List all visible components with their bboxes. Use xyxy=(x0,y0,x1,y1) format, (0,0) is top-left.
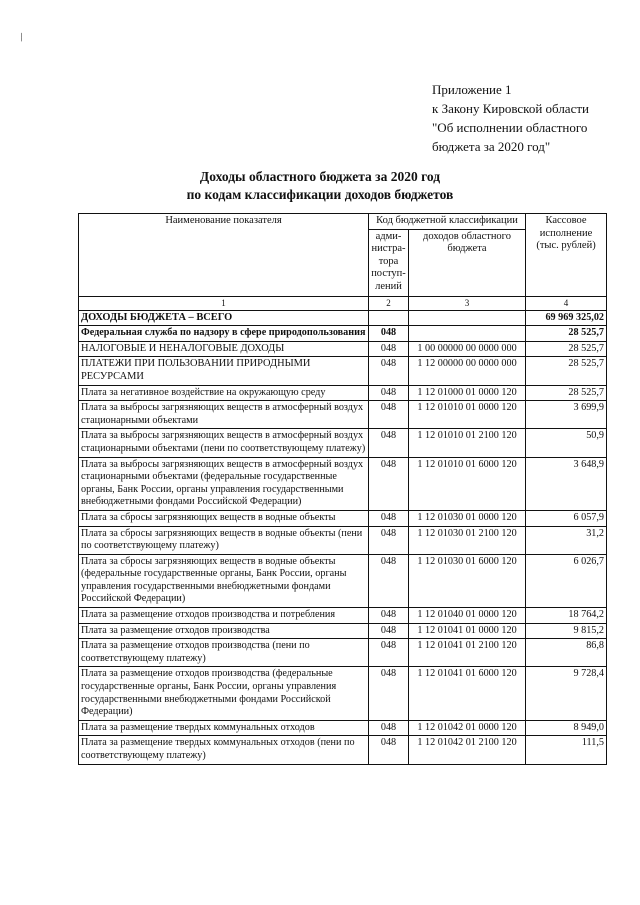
annex-note xyxy=(432,80,589,156)
row-name: Плата за размещение твердых коммунальных отходов (пени по соответствующему платежу) xyxy=(79,736,369,764)
row-name: Плата за негативное воздействие на окружающую среду xyxy=(79,385,369,401)
row-admin-code: 048 xyxy=(369,623,409,639)
row-name: Плата за размещение отходов производства (федеральные государственные органы, Банк России, органы управления государственными внебюджетными фондами Российской Федерации) xyxy=(79,667,369,720)
header-name: Наименование показателя xyxy=(79,214,369,297)
column-number-row xyxy=(79,296,607,310)
annex-line-1: Приложение 1 xyxy=(432,82,512,97)
row-admin-code: 048 xyxy=(369,510,409,526)
row-name: Плата за выбросы загрязняющих веществ в атмосферный воздух стационарными объектами xyxy=(79,401,369,429)
row-income-code: 1 12 01030 01 0000 120 xyxy=(409,510,526,526)
column-number: 2 xyxy=(369,296,409,310)
row-income-code: 1 12 01041 01 6000 120 xyxy=(409,667,526,720)
scan-mark: / xyxy=(17,29,26,45)
row-income-code: 1 12 01040 01 0000 120 xyxy=(409,608,526,624)
header-amount: Кассовое исполнение (тыс. рублей) xyxy=(526,214,607,297)
row-name: ПЛАТЕЖИ ПРИ ПОЛЬЗОВАНИИ ПРИРОДНЫМИ РЕСУРСАМИ xyxy=(79,357,369,385)
row-admin-code xyxy=(369,310,409,326)
row-income-code xyxy=(409,326,526,342)
table-row xyxy=(79,720,607,736)
row-amount: 6 057,9 xyxy=(526,510,607,526)
row-amount: 28 525,7 xyxy=(526,357,607,385)
table-row-total xyxy=(79,310,607,326)
row-name: Федеральная служба по надзору в сфере природопользования xyxy=(79,326,369,342)
row-amount: 8 949,0 xyxy=(526,720,607,736)
table-row xyxy=(79,667,607,720)
row-name: Плата за выбросы загрязняющих веществ в атмосферный воздух стационарными объектами (федеральные государственные органы, Банк России, органы управления государственными внебюджетными фондами Российской Федерации) xyxy=(79,457,369,510)
row-amount: 3 699,9 xyxy=(526,401,607,429)
row-admin-code: 048 xyxy=(369,401,409,429)
row-amount: 9 815,2 xyxy=(526,623,607,639)
row-amount: 9 728,4 xyxy=(526,667,607,720)
table-row xyxy=(79,429,607,457)
header-admin: адми-нистра-тора поступ-лений xyxy=(369,229,409,296)
row-name: Плата за размещение отходов производства и потребления xyxy=(79,608,369,624)
row-admin-code: 048 xyxy=(369,526,409,554)
table-row xyxy=(79,341,607,357)
title-line-1: Доходы областного бюджета за 2020 год xyxy=(199,169,441,184)
row-admin-code: 048 xyxy=(369,357,409,385)
row-admin-code: 048 xyxy=(369,326,409,342)
table-row xyxy=(79,554,607,607)
row-amount: 86,8 xyxy=(526,639,607,667)
row-income-code: 1 12 01041 01 0000 120 xyxy=(409,623,526,639)
header-income: доходов областного бюджета xyxy=(409,229,526,296)
table-row xyxy=(79,357,607,385)
row-amount: 31,2 xyxy=(526,526,607,554)
table-row xyxy=(79,326,607,342)
row-name: Плата за размещение твердых коммунальных отходов xyxy=(79,720,369,736)
document-title xyxy=(0,168,640,204)
row-admin-code: 048 xyxy=(369,554,409,607)
row-income-code: 1 12 00000 00 0000 000 xyxy=(409,357,526,385)
row-name: Плата за сбросы загрязняющих веществ в водные объекты xyxy=(79,510,369,526)
table-row xyxy=(79,623,607,639)
row-income-code: 1 12 01041 01 2100 120 xyxy=(409,639,526,667)
row-admin-code: 048 xyxy=(369,720,409,736)
row-amount: 18 764,2 xyxy=(526,608,607,624)
column-number: 1 xyxy=(79,296,369,310)
row-income-code: 1 12 01030 01 6000 120 xyxy=(409,554,526,607)
row-income-code: 1 00 00000 00 0000 000 xyxy=(409,341,526,357)
table-row xyxy=(79,526,607,554)
row-admin-code: 048 xyxy=(369,608,409,624)
row-admin-code: 048 xyxy=(369,341,409,357)
row-income-code: 1 12 01042 01 0000 120 xyxy=(409,720,526,736)
table-row xyxy=(79,639,607,667)
income-table xyxy=(78,213,607,765)
row-amount: 50,9 xyxy=(526,429,607,457)
column-number: 3 xyxy=(409,296,526,310)
row-income-code xyxy=(409,310,526,326)
row-income-code: 1 12 01000 01 0000 120 xyxy=(409,385,526,401)
row-income-code: 1 12 01030 01 2100 120 xyxy=(409,526,526,554)
table-row xyxy=(79,457,607,510)
table-row xyxy=(79,385,607,401)
column-number: 4 xyxy=(526,296,607,310)
row-amount: 111,5 xyxy=(526,736,607,764)
row-name: НАЛОГОВЫЕ И НЕНАЛОГОВЫЕ ДОХОДЫ xyxy=(79,341,369,357)
row-admin-code: 048 xyxy=(369,429,409,457)
table-row xyxy=(79,510,607,526)
row-amount: 28 525,7 xyxy=(526,326,607,342)
row-amount: 69 969 325,02 xyxy=(526,310,607,326)
row-admin-code: 048 xyxy=(369,457,409,510)
header-code-group: Код бюджетной классификации xyxy=(369,214,526,230)
row-name: Плата за сбросы загрязняющих веществ в водные объекты (пени по соответствующему платежу) xyxy=(79,526,369,554)
row-income-code: 1 12 01010 01 2100 120 xyxy=(409,429,526,457)
row-income-code: 1 12 01010 01 0000 120 xyxy=(409,401,526,429)
header-row xyxy=(79,214,607,230)
row-amount: 28 525,7 xyxy=(526,385,607,401)
row-amount: 6 026,7 xyxy=(526,554,607,607)
annex-line-3: "Об исполнении областного xyxy=(432,120,588,135)
annex-line-4: бюджета за 2020 год" xyxy=(432,139,551,154)
row-name: Плата за выбросы загрязняющих веществ в атмосферный воздух стационарными объектами (пени по соответствующему платежу) xyxy=(79,429,369,457)
row-name: Плата за размещение отходов производства (пени по соответствующему платежу) xyxy=(79,639,369,667)
table-row xyxy=(79,401,607,429)
row-admin-code: 048 xyxy=(369,667,409,720)
row-name: Плата за сбросы загрязняющих веществ в водные объекты (федеральные государственные органы, Банк России, органы управления государственными внебюджетными фондами Российской Федерации) xyxy=(79,554,369,607)
row-income-code: 1 12 01042 01 2100 120 xyxy=(409,736,526,764)
title-line-2: по кодам классификации доходов бюджетов xyxy=(186,187,454,202)
row-admin-code: 048 xyxy=(369,385,409,401)
row-amount: 28 525,7 xyxy=(526,341,607,357)
row-income-code: 1 12 01010 01 6000 120 xyxy=(409,457,526,510)
row-name: ДОХОДЫ БЮДЖЕТА – ВСЕГО xyxy=(79,310,369,326)
row-amount: 3 648,9 xyxy=(526,457,607,510)
row-name: Плата за размещение отходов производства xyxy=(79,623,369,639)
annex-line-2: к Закону Кировской области xyxy=(432,101,589,116)
table-row xyxy=(79,608,607,624)
row-admin-code: 048 xyxy=(369,639,409,667)
row-admin-code: 048 xyxy=(369,736,409,764)
table-row xyxy=(79,736,607,764)
